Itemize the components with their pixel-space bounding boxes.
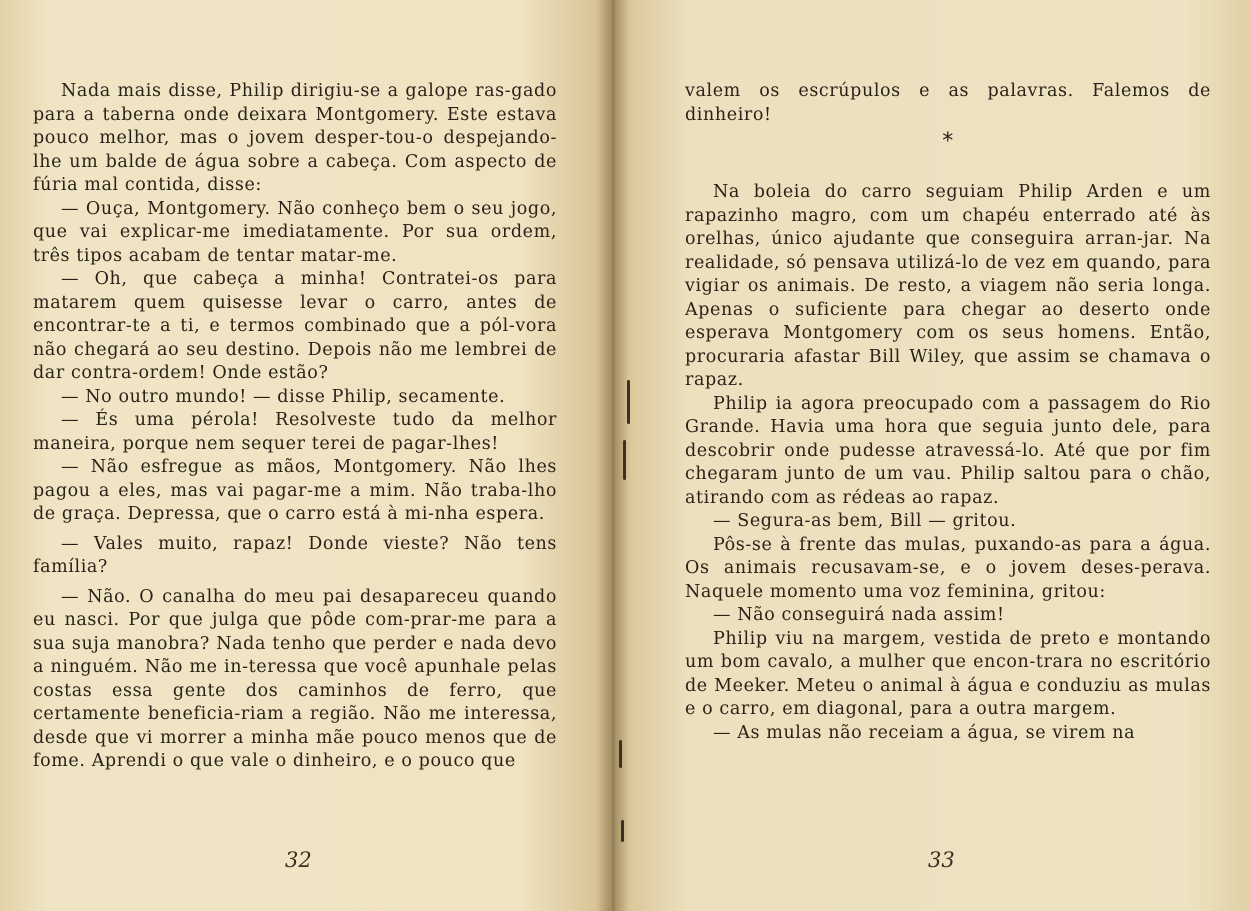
paragraph: valem os escrúpulos e as palavras. Falemos de dinheiro! [685, 81, 1211, 125]
paragraph: Philip viu na margem, vestida de preto e montando um bom cavalo, a mulher que encon-trara no escritório de Meeker. Meteu o animal à água e conduziu as mulas e o carro, em diagonal, para a outra margem. [685, 628, 1211, 719]
paragraph: Pôs-se à frente das mulas, puxando-as para a água. Os animais recusavam-se, e o jovem deses-perava. Naquele momento uma voz feminina, gritou: [685, 534, 1211, 602]
paragraph: — Vales muito, rapaz! Donde vieste? Não tens família? [33, 533, 557, 577]
paragraph: — Não. O canalha do meu pai desapareceu quando eu nasci. Por que julga que pôde com-prar-me para a sua suja manobra? Nada tenho que perder e nada devo a ninguém. Não me in-teressa que você apunhale pelas costas essa gente dos caminhos de ferro, que certamente beneficia-riam a região. Não me interessa, desde que vi morrer a minha mãe pouco menos que de fome. Aprendi o que vale o dinheiro, e o pouco que [33, 586, 557, 771]
paragraph: Na boleia do carro seguiam Philip Arden e um rapazinho magro, com um chapéu enterrado até às orelhas, único ajudante que conseguira arran-jar. Na realidade, só pensava utilizá-lo de vez em quando, para vigiar os animais. De resto, a viagem não seria longa. Apenas o suficiente para chegar ao deserto onde esperava Montgomery com os seus homens. Então, procuraria afastar Bill Wiley, que assim se chamava o rapaz. [685, 182, 1211, 390]
binding-stitch [623, 440, 626, 480]
paragraph: — Ouça, Montgomery. Não conheço bem o seu jogo, que vai explicar-me imediatamente. Por sua ordem, três tipos acabam de tentar matar-me. [33, 198, 557, 266]
binding-stitch [619, 740, 622, 768]
paragraph: — Não esfregue as mãos, Montgomery. Não lhes pagou a eles, mas vai pagar-me a mim. Não traba-lho de graça. Depressa, que o carro está à mi-nha espera. [33, 457, 557, 524]
paragraph: Philip ia agora preocupado com a passagem do Rio Grande. Havia uma hora que seguia junto dele, para descobrir onde pudesse atravessá-lo. Até que por fim chegaram junto de um vau. Philip saltou para o chão, atirando com as rédeas ao rapaz. [685, 393, 1211, 508]
left-page-text [33, 80, 557, 774]
paragraph: — No outro mundo! — disse Philip, secamente. [61, 386, 506, 407]
page-number: 33 [928, 848, 955, 872]
paragraph: — Não conseguirá nada assim! [713, 605, 1005, 625]
left-page [0, 0, 612, 911]
binding-stitch [627, 380, 630, 424]
paragraph: — És uma pérola! Resolveste tudo da melhor maneira, porque nem sequer terei de pagar-lhes! [33, 410, 557, 454]
binding-stitch [621, 820, 624, 842]
paragraph: — Segura-as bem, Bill — gritou. [713, 511, 1017, 531]
page-number: 32 [285, 848, 312, 872]
paragraph: — As mulas não receiam a água, se virem na [713, 722, 1136, 743]
section-separator: * [942, 129, 954, 154]
right-page-text [685, 80, 1211, 745]
paragraph: Nada mais disse, Philip dirigiu-se a galope ras-gado para a taberna onde deixara Montgomery. Este estava pouco melhor, mas o jovem desper-tou-o despejando-lhe um balde de água sobre a cabeça. Com aspecto de fúria mal contida, disse: [33, 81, 557, 195]
paragraph: — Oh, que cabeça a minha! Contratei-os para matarem quem quisesse levar o carro, antes de encontrar-te a ti, e termos combinado que a pól-vora não chegará ao seu destino. Depois não me lembrei de dar contra-ordem! Onde estão? [33, 269, 557, 383]
right-page [612, 0, 1250, 911]
